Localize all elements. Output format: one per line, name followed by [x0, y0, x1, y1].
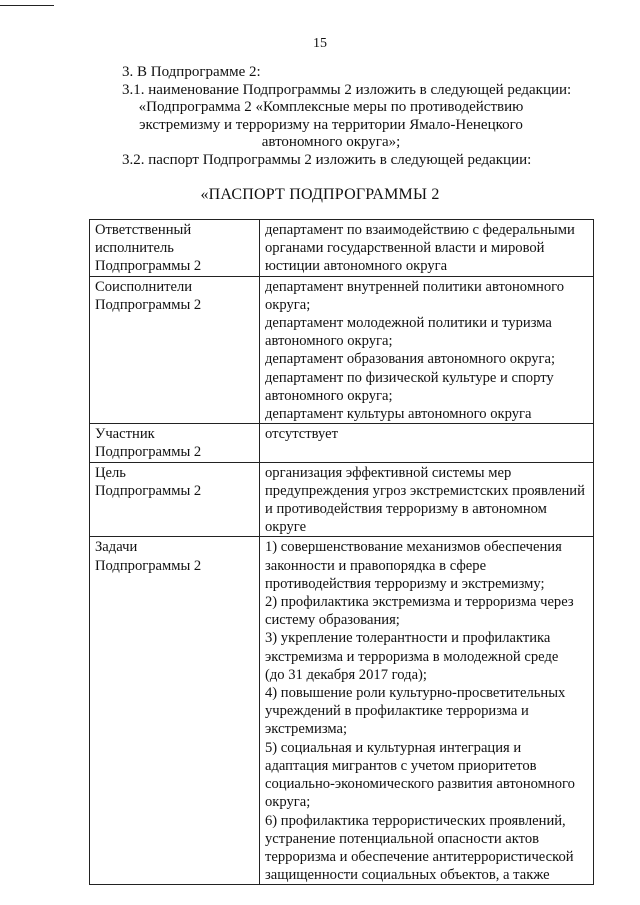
table-row	[90, 276, 594, 424]
row-value-cell	[260, 276, 594, 424]
label-line: Подпрограммы 2	[95, 258, 202, 275]
value-line: противодействия терроризму и экстремизму;	[265, 575, 545, 592]
label-line: Подпрограммы 2	[95, 557, 202, 574]
value-line: адаптация мигрантов с учетом приоритетов	[265, 757, 537, 774]
value-line: 1) совершенствование механизмов обеспечения	[265, 539, 562, 556]
label-line: Участник	[95, 426, 155, 443]
value-line: и противодействия терроризму в автономном	[265, 501, 547, 518]
value-line: (до 31 декабря 2017 года);	[265, 666, 427, 683]
value-line: экстремизма;	[265, 721, 348, 738]
label-line: Цель	[95, 464, 126, 481]
value-line: отсутствует	[265, 426, 339, 443]
value-line: защищенности социальных объектов, а также	[265, 867, 550, 884]
row-label-cell	[90, 220, 260, 277]
amendment-intro	[0, 64, 640, 169]
value-line: 4) повышение роли культурно-просветительных	[265, 685, 566, 702]
page-number: 15	[313, 36, 327, 51]
intro-line: 3.1. наименование Подпрограммы 2 изложить в следующей редакции:	[122, 81, 572, 98]
value-line: 5) социальная и культурная интеграция и	[265, 739, 522, 756]
label-line: Соисполнители	[95, 278, 193, 295]
value-line: округе	[265, 519, 307, 536]
row-label-cell	[90, 462, 260, 537]
row-value-cell	[260, 537, 594, 885]
intro-line: автономного округа»;	[261, 134, 401, 150]
value-line: социально-экономического развития автономного	[265, 776, 575, 793]
row-label-cell	[90, 424, 260, 462]
value-line: департамент по физической культуре и спорту	[265, 369, 554, 386]
row-value-cell	[260, 462, 594, 537]
value-line: округа;	[265, 296, 311, 313]
row-label-cell	[90, 537, 260, 885]
intro-line: 3.2. паспорт Подпрограммы 2 изложить в следующей редакции:	[122, 151, 532, 168]
header-rule	[0, 5, 54, 6]
passport-title: «ПАСПОРТ ПОДПРОГРАММЫ 2	[200, 186, 440, 203]
row-value-cell	[260, 220, 594, 277]
value-line: департамент внутренней политики автономного	[265, 278, 565, 295]
value-line: законности и правопорядка в сфере	[265, 557, 487, 574]
label-line: Подпрограммы 2	[95, 482, 202, 499]
label-line: Ответственный	[95, 222, 192, 238]
value-line: автономного округа;	[265, 387, 393, 404]
table-row	[90, 537, 594, 885]
label-line: исполнитель	[95, 240, 174, 257]
value-line: систему образования;	[265, 612, 400, 629]
value-line: департамент культуры автономного округа	[265, 406, 532, 423]
value-line: учреждений в профилактике терроризма и	[265, 703, 529, 720]
value-line: экстремизма и терроризма в молодежной среде	[265, 648, 559, 665]
value-line: органами государственной власти и мировой	[265, 240, 545, 257]
row-label-cell	[90, 276, 260, 424]
label-line: Подпрограммы 2	[95, 444, 202, 461]
table-row	[90, 424, 594, 462]
label-line: Подпрограммы 2	[95, 296, 202, 313]
value-line: терроризма и обеспечение антитеррористической	[265, 848, 574, 865]
intro-line: «Подпрограмма 2 «Комплексные меры по противодействию	[138, 99, 524, 115]
value-line: округа;	[265, 794, 311, 811]
label-line: Задачи	[95, 539, 138, 556]
value-line: автономного округа;	[265, 333, 393, 350]
table-row	[90, 462, 594, 537]
value-line: 6) профилактика террористических проявлений,	[265, 812, 566, 829]
value-line: юстиции автономного округа	[265, 258, 448, 275]
value-line: департамент образования автономного округа;	[265, 351, 556, 368]
intro-line: экстремизму и терроризму на территории Ямало-Ненецкого	[139, 116, 523, 133]
value-line: 3) укрепление толерантности и профилактика	[265, 630, 551, 647]
value-line: 2) профилактика экстремизма и терроризма через	[265, 594, 574, 611]
value-line: департамент по взаимодействию с федеральными	[265, 222, 575, 238]
table-row	[90, 220, 594, 277]
row-value-cell	[260, 424, 594, 462]
intro-line: 3. В Подпрограмме 2:	[122, 64, 261, 80]
value-line: предупреждения угроз экстремистских проявлений	[265, 482, 585, 499]
value-line: устранение потенциальной опасности актов	[265, 830, 540, 847]
passport-table	[89, 219, 594, 885]
value-line: организация эффективной системы мер	[265, 464, 512, 481]
value-line: департамент молодежной политики и туризма	[265, 315, 552, 332]
